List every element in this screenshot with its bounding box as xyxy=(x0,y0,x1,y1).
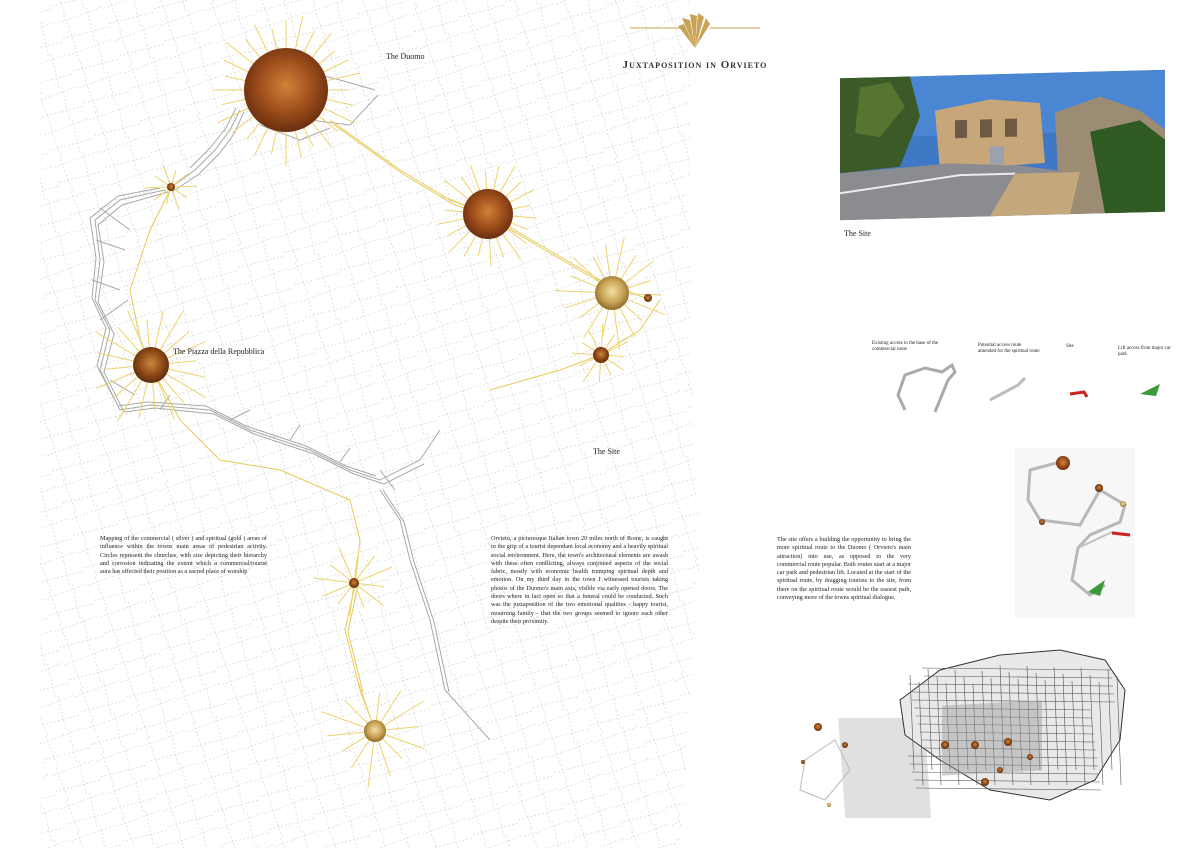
duomo-label: The Duomo xyxy=(386,52,425,61)
church-circle-4 xyxy=(644,294,652,302)
title-block xyxy=(590,8,800,71)
page-title: Juxtaposition in Orvieto xyxy=(622,59,768,71)
route-diagram xyxy=(1015,448,1135,618)
mapping-paragraph: Mapping of the commercial ( silver ) and spiritual (gold ) areas of influence within the towns main areas of pedestrian activity. Circles represent the churches, with size depicting their hierarchy and corrosion indicating the extent which a commercial/tourist aura has effected their position as a sacred place of worship xyxy=(100,535,267,576)
legend-label-site: Site xyxy=(1066,344,1074,349)
legend-label-lift: Lift access from major car park xyxy=(1118,346,1171,357)
site-photo xyxy=(840,70,1165,221)
street-texture xyxy=(40,0,700,848)
church-circle-2 xyxy=(463,189,513,239)
site-paragraph: The site offers a building the opportunity to bring the more spiritual route to the Duomo ( Orvieto's main attraction) into use, as opposed to the very commercial route popular. Both routes start at a major car park and pedestrian lift. Located at the start of the spiritual route, by dragging tourists to the site, from there on the spiritual route would be the easiest path, conveying more of the towns spiritual dialogue. xyxy=(777,536,911,602)
church-circle-8 xyxy=(349,578,359,588)
legend-label-potential: Potential access route amended for the spiritual route xyxy=(978,343,1040,354)
legend-lift-icon xyxy=(1140,384,1160,396)
piazza-label: The Piazza della Repubblica xyxy=(173,347,265,356)
orvieto-paragraph: Orvieto, a picturesque Italian town 20 miles north of Rome, is caught in the grip of a tourist dependant local economy and a heavily spiritual social environment. Here, the town's architectural elements are awash with these often conflicting, always conjoined aspects of the social fabric, mostly with economic health trumping spiritual depth and emotion. On my third day in the town I witnessed tourists taking photos of the Duomo's main axis, visible via early opened doors. The doors where in fact open so that a funeral could be conducted. Such was the juxtaposition of the two emotional qualities - happy tourist, mourning family - that the two groups seemed to ignore each other despite their proximity. xyxy=(491,535,668,625)
piazza-church-circle xyxy=(133,347,169,383)
photo-caption: The Site xyxy=(844,229,871,238)
church-circle-3 xyxy=(595,276,629,310)
town-plan xyxy=(800,650,1125,818)
gold-fan-emblem-icon xyxy=(620,8,770,50)
church-circle-9 xyxy=(364,720,386,742)
legend-label-existing: Existing access to the base of the commercial route xyxy=(872,341,939,352)
legend-icons xyxy=(898,365,1160,412)
church-circle-5 xyxy=(593,347,609,363)
duomo-church-circle xyxy=(244,48,328,132)
legend-potential-route-icon xyxy=(990,378,1025,400)
legend-site-icon xyxy=(1070,392,1087,397)
site-label: The Site xyxy=(593,447,620,456)
legend-existing-route-icon xyxy=(898,365,955,412)
church-circle-7 xyxy=(167,183,175,191)
